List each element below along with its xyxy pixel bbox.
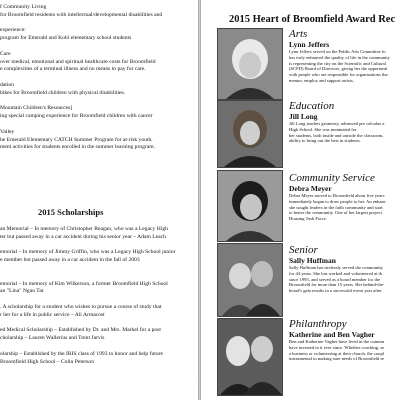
text-line: r her for a life in public service – Ali Armacost [0,311,105,318]
description-line: Housing Task Force. [289,216,327,222]
description-line: Ben and Katherine Vagher have lived in the commu [289,339,385,344]
text-line: e complexities of a terminal illness and no means to pay for care. [0,66,146,73]
photo-debra-meyer [217,170,283,242]
description-line: immediately began to draw people to her. An enhanc [289,198,386,204]
awards-title: 2015 Heart of Broomfield Award Rec [229,14,396,25]
text-line: he Emerald Elementary CATCH Summer Program for at-risk youth. [0,136,153,143]
description-line: instrumental in making sure needs of Broomfield re [289,356,385,362]
description-line: (SCFD) Board of Directors, giving her the opportunit [289,66,388,72]
description-line: Debra Meyer moved to Broomfield about five years [289,193,385,198]
description-line: Lynn Jeffers served on the Public Arts Committee fo [289,49,386,54]
left-page [0,0,199,400]
award-recipient: Jill Long [289,112,318,121]
photo-lynn-jeffers [217,28,283,100]
award-recipient: Katherine and Ben Vagher [289,330,375,339]
description-line: Sally Huffman has tirelessly served the community [289,265,384,270]
description-line: ability to bring out the best in students. [289,138,361,144]
text-line: an Memorial – In memory of Christopher Reagan, who was a Legacy High [0,226,168,232]
description-line: have invested in it ever since. Whether coaching, se [289,344,385,350]
award-recipient: Sally Huffman [289,256,336,265]
description-line: since 1995, and served as a board member for the [289,276,381,282]
text-line: ment activities for students enrolled in the summer learning program. [0,144,156,151]
photo-vagher [217,318,283,396]
award-description [289,339,400,362]
description-line: mentor, employ and support artists. [289,77,354,83]
award-category: Education [289,100,335,112]
text-line: cholarship – Lauren Wallerius and Trent Jarvis [0,335,105,342]
description-line: Jill Long teaches geometry, advanced pre calculus a [289,121,385,126]
text-line: Valley [0,128,15,135]
description-line: Broomfield for more than 15 years. Her behind-the- [289,282,385,288]
text-line: . A scholarship for a student who wishes to pursue a course of study that [0,304,162,310]
description-line: to better the community. One of her largest project [289,210,382,216]
award-philanthropy [289,318,400,362]
text-line: ed Medical Scholarship – Established by Dr. and Mrs. Markel for a post [0,327,161,334]
award-category: Community Service [289,172,375,184]
text-line: program for Emerald and Kohl elementary school students [0,35,132,42]
award-description [289,265,400,294]
award-recipient: Lynn Jeffers [289,40,330,49]
description-line: a business or volunteering at their church, the coupl [289,350,385,356]
text-line: e member but passed away in a car accident in the fall of 2003 [0,257,140,264]
description-line: has truly enhanced the quality of life in the community [289,54,390,60]
text-line: Mountain Children's Resources] [0,105,73,112]
award-senior [289,244,400,294]
description-line: her students, both inside and outside the classroom, [289,132,384,138]
description-line: High School. She was nominated for [289,126,357,132]
text-line: emorial – In memory of Jimmy Griffin, who was a Legacy High School junior [0,249,176,256]
right-page [201,0,400,400]
text-line: for Broomfield residents with intellectual/developmental disabilities and [0,11,163,18]
award-category: Arts [289,28,308,40]
text-line: olarship – Established by the IRIS class of 1993 to honor and help future [0,350,163,357]
text-line: Broomfield High School – Colin Peterson [0,358,95,365]
text-line: dation [0,82,14,88]
description-line: is representing the city on the Scientific and Cultural [289,60,386,66]
award-recipient: Debra Meyer [289,184,332,193]
text-line: over medical, emotional and spiritual healthcare costs for Broomfield [0,58,156,65]
description-line: for 44 years. She has worked and volunteered at th [289,270,383,276]
text-line: ing special camping experience for Broomfield children with cancer [0,113,153,120]
photo-jill-long [217,100,283,168]
scholarships-heading: 2015 Scholarships [38,207,104,217]
description-line: board's gala results in a successful event year after [289,288,382,294]
description-line: with people who are responsible for organizations tha [289,72,388,78]
award-education [289,100,400,144]
award-description [289,121,400,144]
text-line: emorial – In memory of Kim Wilkerson, a former Broomfield High School [0,280,168,287]
text-line: ter but passed away in a car accident during his senior year – Adam Leach [0,233,166,240]
award-arts [289,28,400,84]
award-community-service [289,172,400,222]
award-category: Philanthropy [289,318,347,330]
description-line: she sought leaders in the faith community and start [289,204,383,210]
award-description [289,193,400,222]
text-line: Care [0,50,11,57]
text-line: bikes for Broomfield children with physical disabilities. [0,89,126,96]
award-category: Senior [289,244,318,256]
award-description [289,49,400,84]
photo-sally-huffman [217,243,283,317]
text-line: f Community Living [0,4,47,10]
text-line: an "Lina" Ngan Tat [0,288,44,295]
text-line: experience: [0,27,26,34]
